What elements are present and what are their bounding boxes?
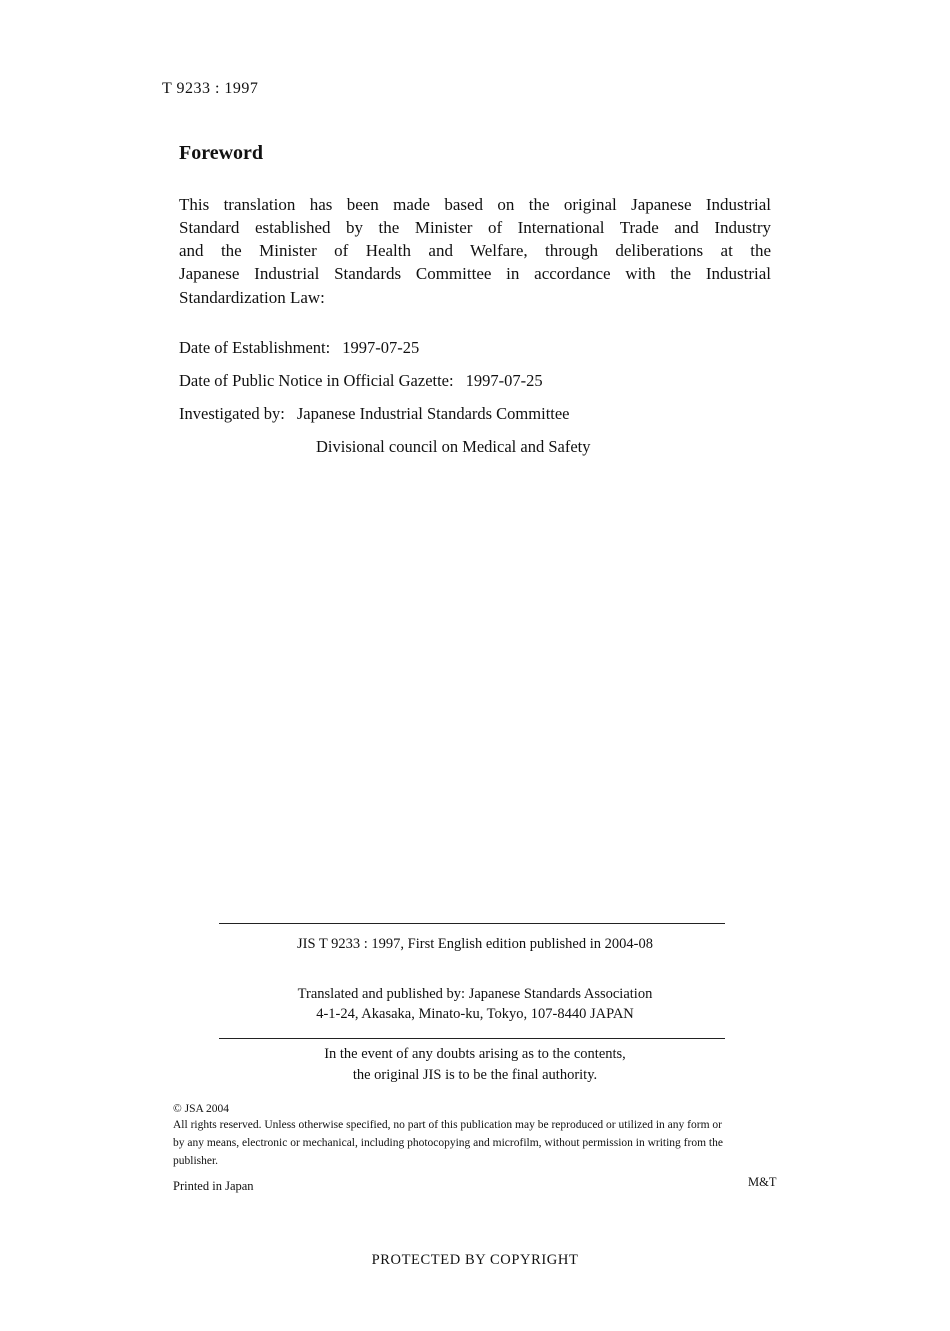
public-notice-row: [179, 371, 543, 391]
divider-top: [219, 923, 725, 924]
rights-line: publisher.: [173, 1155, 219, 1167]
protected-footer: PROTECTED BY COPYRIGHT: [371, 1252, 579, 1268]
investigated-value: Japanese Industrial Standards Committee: [296, 404, 570, 423]
investigated-label: Investigated by:: [179, 404, 285, 423]
foreword-line: Standardization Law:: [179, 288, 325, 307]
establishment-value: 1997-07-25: [342, 338, 420, 357]
foreword-line: Standard established by the Minister of International Trade and Industry: [179, 218, 771, 237]
rights-line: by any means, electronic or mechanical, including photocopying and microfilm, without permission in writing from the: [173, 1137, 723, 1149]
publisher-info: Translated and published by: Japanese Standards Association: [297, 986, 653, 1002]
foreword-line: Japanese Industrial Standards Committee in accordance with the Industrial: [179, 264, 771, 283]
copyright-notice: © JSA 2004: [173, 1103, 230, 1115]
printed-in: Printed in Japan: [173, 1179, 254, 1193]
printer-code: M&T: [748, 1175, 777, 1189]
foreword-line: This translation has been made based on the original Japanese Industrial: [179, 195, 771, 214]
public-notice-label: Date of Public Notice in Official Gazette:: [179, 371, 454, 390]
rights-line: All rights reserved. Unless otherwise specified, no part of this publication may be reproduced or utilized in any form or: [173, 1119, 722, 1131]
authority-note-1: In the event of any doubts arising as to the contents,: [324, 1046, 626, 1062]
publisher-address: 4-1-24, Akasaka, Minato-ku, Tokyo, 107-8440 JAPAN: [316, 1006, 634, 1022]
investigated-row: [179, 404, 570, 424]
foreword-heading: Foreword: [179, 142, 264, 164]
divider-bottom: [219, 1038, 725, 1039]
public-notice-value: 1997-07-25: [465, 371, 543, 390]
foreword-line: and the Minister of Health and Welfare, through deliberations at the: [179, 241, 771, 260]
establishment-label: Date of Establishment:: [179, 338, 331, 357]
investigated-sub: Divisional council on Medical and Safety: [316, 437, 591, 456]
establishment-date-row: [179, 338, 419, 358]
document-code: T 9233 : 1997: [162, 80, 259, 97]
authority-note-2: the original JIS is to be the final authority.: [352, 1067, 598, 1083]
edition-info: JIS T 9233 : 1997, First English edition published in 2004-08: [297, 936, 653, 952]
